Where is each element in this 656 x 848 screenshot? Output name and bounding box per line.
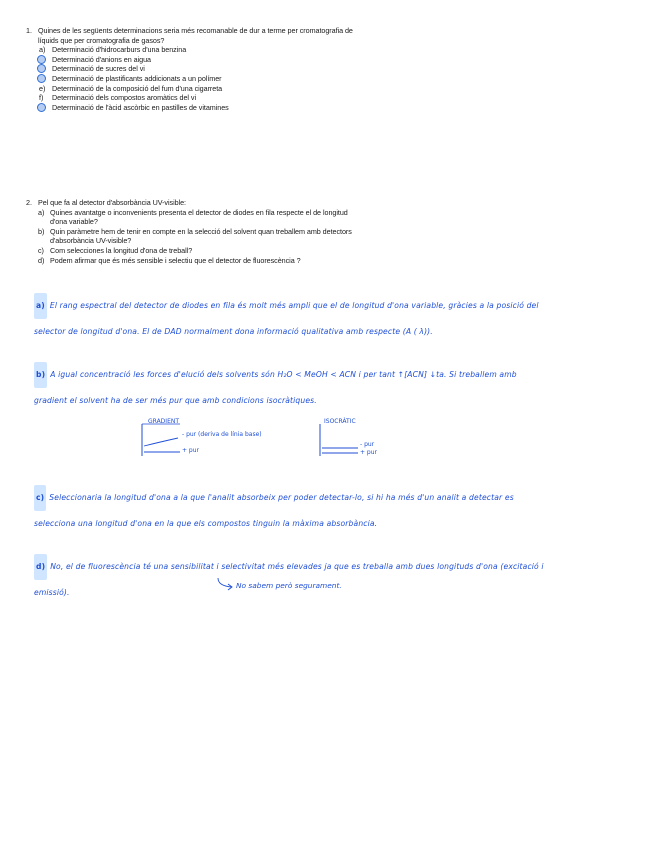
option-g [38, 103, 366, 113]
isocratic-title: ISOCRÀTIC [324, 418, 356, 425]
sub-letter: d) [38, 255, 45, 265]
answer-a [34, 293, 604, 345]
option-text: Determinació de l'àcid ascòrbic en pastilles de vitamines [52, 102, 229, 112]
arrow-icon [216, 578, 236, 592]
circled-option-mark [38, 103, 52, 113]
option-letter: a) [39, 45, 46, 55]
options-list [38, 45, 366, 112]
sub-question-c [38, 246, 366, 256]
answer-line: El rang espectral del detector de diodes en fila és molt més ampli que el de longitud d'ona variable, gràcies a la posició del [49, 301, 539, 310]
note-text: No sabem però segurament. [236, 581, 342, 590]
option-text: Determinació dels compostos aromàtics del vi [52, 93, 197, 103]
answer-line: selecciona una longitud d'ona en la que els compostos tinguin la màxima absorbància. [34, 519, 378, 528]
isocratic-lower-label: + pur [360, 449, 378, 456]
sub-text: Podem afirmar que és més sensible i selectiu que el detector de fluorescència ? [50, 255, 301, 265]
answer-d-note [216, 578, 396, 596]
answer-line: emissió). [34, 588, 70, 597]
circled-option-mark [38, 64, 52, 74]
question-2 [26, 198, 366, 265]
option-letter: f) [39, 93, 44, 103]
circled-option-mark [38, 55, 52, 65]
answer-line: A igual concentració les forces d'elució dels solvents són H₂O < MeOH < ACN i per tant ↑[ACN] ↓ta. Si treballem amb [50, 370, 517, 379]
answer-label: c) [34, 485, 46, 511]
option-f [38, 93, 366, 103]
question-text: Quines de les següents determinacions seria més recomanable de dur a terme per cromatografia de líquids que per cromatografia de gasos? [38, 26, 353, 45]
sub-questions [38, 208, 366, 266]
option-e [38, 84, 366, 94]
question-1 [26, 26, 366, 112]
answer-c [34, 485, 604, 537]
answer-label: b) [34, 362, 47, 388]
answer-b [34, 362, 604, 414]
gradient-axes-drawing [140, 420, 310, 460]
question-number: 1. [26, 26, 32, 35]
question-text: Pel que fa al detector d'absorbància UV-visible: [38, 198, 187, 207]
isocratic-sketch [318, 420, 408, 460]
sub-question-b [38, 227, 366, 246]
question-number: 2. [26, 198, 32, 207]
answer-line: gradient el solvent ha de ser més pur que amb condicions isocràtiques. [34, 396, 317, 405]
gradient-upper-label: - pur (deriva de línia base) [182, 431, 262, 438]
isocratic-upper-label: - pur [360, 441, 375, 448]
answer-label: a) [34, 293, 47, 319]
option-text: Determinació d'anions en aigua [52, 54, 151, 64]
option-a [38, 45, 366, 55]
sub-text: Quines avantatge o inconvenients presenta el detector de diodes en fila respecte el de longitud d'ona variable? [50, 207, 348, 227]
answer-line: Seleccionaria la longitud d'ona a la que l'analit absorbeix per poder detectar-lo, si hi ha més d'un analit a detectar es [49, 493, 514, 502]
gradient-lower-label: + pur [182, 447, 200, 454]
sub-text: Quin paràmetre hem de tenir en compte en la selecció del solvent quan treballem amb detectors d'absorbància UV-visible? [50, 226, 352, 246]
option-text: Determinació d'hidrocarburs d'una benzina [52, 45, 187, 55]
option-b [38, 55, 366, 65]
sub-question-d [38, 256, 366, 266]
sub-text: Com selecciones la longitud d'ona de treball? [50, 245, 193, 255]
option-d [38, 74, 366, 84]
option-text: Determinació de la composició del fum d'una cigarreta [52, 83, 223, 93]
gradient-title: GRADIENT [148, 418, 180, 425]
sub-question-a [38, 208, 366, 227]
option-text: Determinació de plastificants addicionats a un polímer [52, 73, 222, 83]
option-text: Determinació de sucres del vi [52, 64, 145, 74]
circled-option-mark [38, 74, 52, 84]
answer-label: d) [34, 554, 47, 580]
option-c [38, 64, 366, 74]
option-letter: e) [39, 83, 46, 93]
sub-letter: a) [38, 207, 45, 217]
sub-letter: b) [38, 226, 45, 236]
answer-line: No, el de fluorescència té una sensibilitat i selectivitat més elevades ja que es treballa amb dues longituds d'ona (excitació i [50, 562, 544, 571]
answer-line: selector de longitud d'ona. El de DAD normalment dona informació qualitativa amb respecte (A ( λ)). [34, 327, 433, 336]
sub-letter: c) [38, 245, 44, 255]
gradient-sketch [140, 420, 310, 460]
